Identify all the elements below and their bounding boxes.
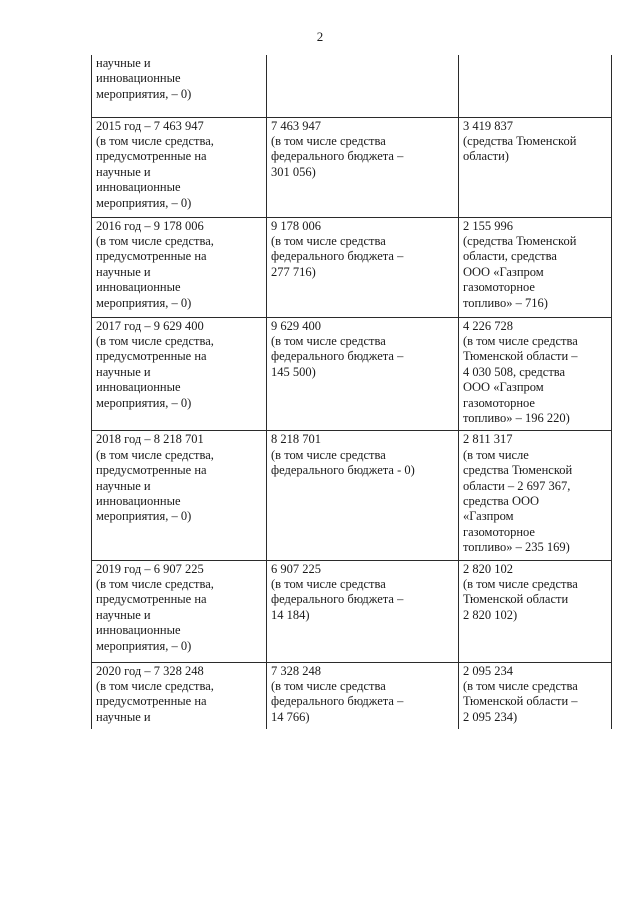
table-row-continued xyxy=(92,55,612,117)
federal-cell: 9 178 006 (в том числе средства федерального бюджета – 277 716) xyxy=(267,217,459,317)
regional-cell xyxy=(459,55,612,117)
total-cell: 2018 год – 8 218 701 (в том числе средства, предусмотренные на научные и инновационные мероприятия, – 0) xyxy=(92,431,267,560)
federal-cell: 6 907 225 (в том числе средства федерального бюджета – 14 184) xyxy=(267,560,459,662)
table-row-2017 xyxy=(92,317,612,431)
table-row-2016 xyxy=(92,217,612,317)
total-cell: 2017 год – 9 629 400 (в том числе средства, предусмотренные на научные и инновационные мероприятия, – 0) xyxy=(92,317,267,431)
table-row-2019 xyxy=(92,560,612,662)
federal-cell: 8 218 701 (в том числе средства федерального бюджета - 0) xyxy=(267,431,459,560)
total-cell: 2016 год – 9 178 006 (в том числе средства, предусмотренные на научные и инновационные мероприятия, – 0) xyxy=(92,217,267,317)
table-row-2018 xyxy=(92,431,612,560)
total-cell: научные и инновационные мероприятия, – 0) xyxy=(92,55,267,117)
table-row-2015 xyxy=(92,117,612,217)
federal-cell: 9 629 400 (в том числе средства федерального бюджета – 145 500) xyxy=(267,317,459,431)
regional-cell: 2 811 317 (в том числе средства Тюменской области – 2 697 367, средства ООО «Газпром газомоторное топливо» – 235 169) xyxy=(459,431,612,560)
total-cell: 2019 год – 6 907 225 (в том числе средства, предусмотренные на научные и инновационные мероприятия, – 0) xyxy=(92,560,267,662)
total-cell: 2020 год – 7 328 248 (в том числе средства, предусмотренные на научные и xyxy=(92,662,267,729)
regional-cell: 2 095 234 (в том числе средства Тюменской области – 2 095 234) xyxy=(459,662,612,729)
funding-table-body xyxy=(92,55,612,729)
regional-cell: 4 226 728 (в том числе средства Тюменской области – 4 030 508, средства ООО «Газпром газомоторное топливо» – 196 220) xyxy=(459,317,612,431)
total-cell: 2015 год – 7 463 947 (в том числе средства, предусмотренные на научные и инновационные мероприятия, – 0) xyxy=(92,117,267,217)
federal-cell xyxy=(267,55,459,117)
table-row-2020 xyxy=(92,662,612,729)
page-number: 2 xyxy=(316,29,324,44)
federal-cell: 7 328 248 (в том числе средства федерального бюджета – 14 766) xyxy=(267,662,459,729)
funding-table xyxy=(91,55,612,729)
regional-cell: 3 419 837 (средства Тюменской области) xyxy=(459,117,612,217)
regional-cell: 2 820 102 (в том числе средства Тюменской области 2 820 102) xyxy=(459,560,612,662)
regional-cell: 2 155 996 (средства Тюменской области, средства ООО «Газпром газомоторное топливо» – 716) xyxy=(459,217,612,317)
federal-cell: 7 463 947 (в том числе средства федерального бюджета – 301 056) xyxy=(267,117,459,217)
